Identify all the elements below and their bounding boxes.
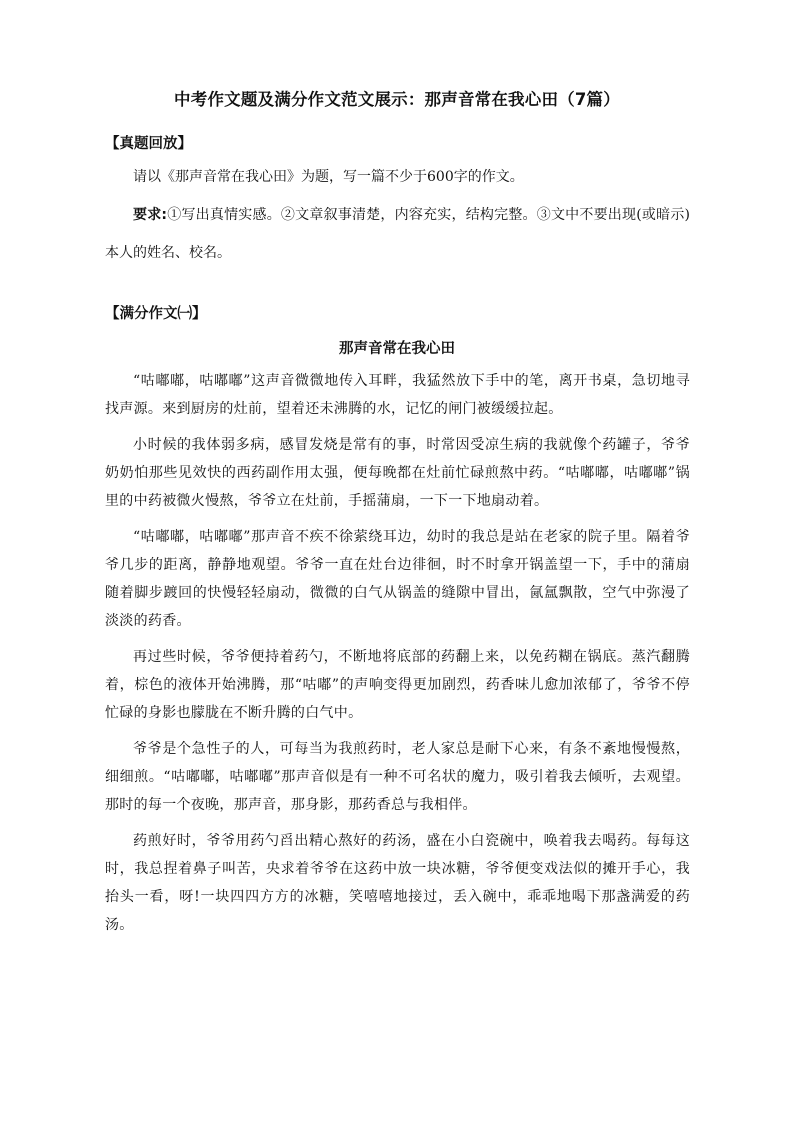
essay-paragraph: 药煎好时，爷爷用药勺舀出精心熬好的药汤，盛在小白瓷碗中，唤着我去喝药。每每这时，我总捏着鼻子叫苦，央求着爷爷在这药中放一块冰糖，爷爷便变戏法似的摊开手心，我抬头一看，呀!一块四四方方的冰糖，笑嘻嘻地接过，丢入碗中，乖乖地喝下那盏满爱的药汤。 bbox=[105, 833, 690, 933]
essay-body bbox=[105, 367, 690, 947]
essay-paragraph: 再过些时候，爷爷便持着药勺，不断地将底部的药翻上来，以免药糊在锅底。蒸汽翻腾着，棕色的液体开始沸腾，那“咕嘟”的声响变得更加剧烈，药香味儿愈加浓郁了，爷爷不停忙碌的身影也朦胧在不断升腾的白气中。 bbox=[105, 649, 690, 721]
prompt-text: 请以《那声音常在我心田》为题，写一篇不少于600字的作文。 bbox=[133, 169, 524, 185]
section-heading-full-score: 【满分作文㈠】 bbox=[105, 306, 207, 322]
essay-title: 那声音常在我心田 bbox=[339, 341, 455, 357]
requirements-body: ①写出真情实感。②文章叙事清楚，内容充实，结构完整。③文中不要出现(或暗示)本人的姓名、校名。 bbox=[105, 207, 690, 261]
essay-paragraph: “咕嘟嘟，咕嘟嘟”这声音微微地传入耳畔，我猛然放下手中的笔，离开书桌，急切地寻找声源。来到厨房的灶前，望着还未沸腾的水，记忆的闸门被缓缓拉起。 bbox=[105, 373, 690, 417]
essay-paragraph: 小时候的我体弱多病，感冒发烧是常有的事，时常因受凉生病的我就像个药罐子，爷爷奶奶怕那些见效快的西药副作用太强，便每晚都在灶前忙碌煎熬中药。“咕嘟嘟，咕嘟嘟”锅里的中药被微火慢熬，爷爷立在灶前，手摇蒲扇，一下一下地扇动着。 bbox=[105, 437, 690, 509]
document-title: 中考作文题及满分作文范文展示：那声音常在我心田（7篇） bbox=[174, 90, 620, 109]
essay-paragraph: 爷爷是个急性子的人，可每当为我煎药时，老人家总是耐下心来，有条不紊地慢慢熬，细细煎。“咕嘟嘟，咕嘟嘟”那声音似是有一种不可名状的魔力，吸引着我去倾听，去观望。那时的每一个夜晚，那声音，那身影，那药香总与我相伴。 bbox=[105, 741, 690, 813]
requirements-text bbox=[105, 196, 690, 272]
section-heading-real-question: 【真题回放】 bbox=[105, 136, 192, 152]
essay-paragraph: “咕嘟嘟，咕嘟嘟”那声音不疾不徐萦绕耳边，幼时的我总是站在老家的院子里。隔着爷爷几步的距离，静静地观望。爷爷一直在灶台边徘徊，时不时拿开锅盖望一下，手中的蒲扇随着脚步踱回的快慢轻轻扇动，微微的白气从锅盖的缝隙中冒出，氤氲飘散，空气中弥漫了淡淡的药香。 bbox=[105, 529, 690, 629]
prompt-block bbox=[105, 158, 690, 272]
requirements-label: 要求: bbox=[133, 207, 168, 223]
